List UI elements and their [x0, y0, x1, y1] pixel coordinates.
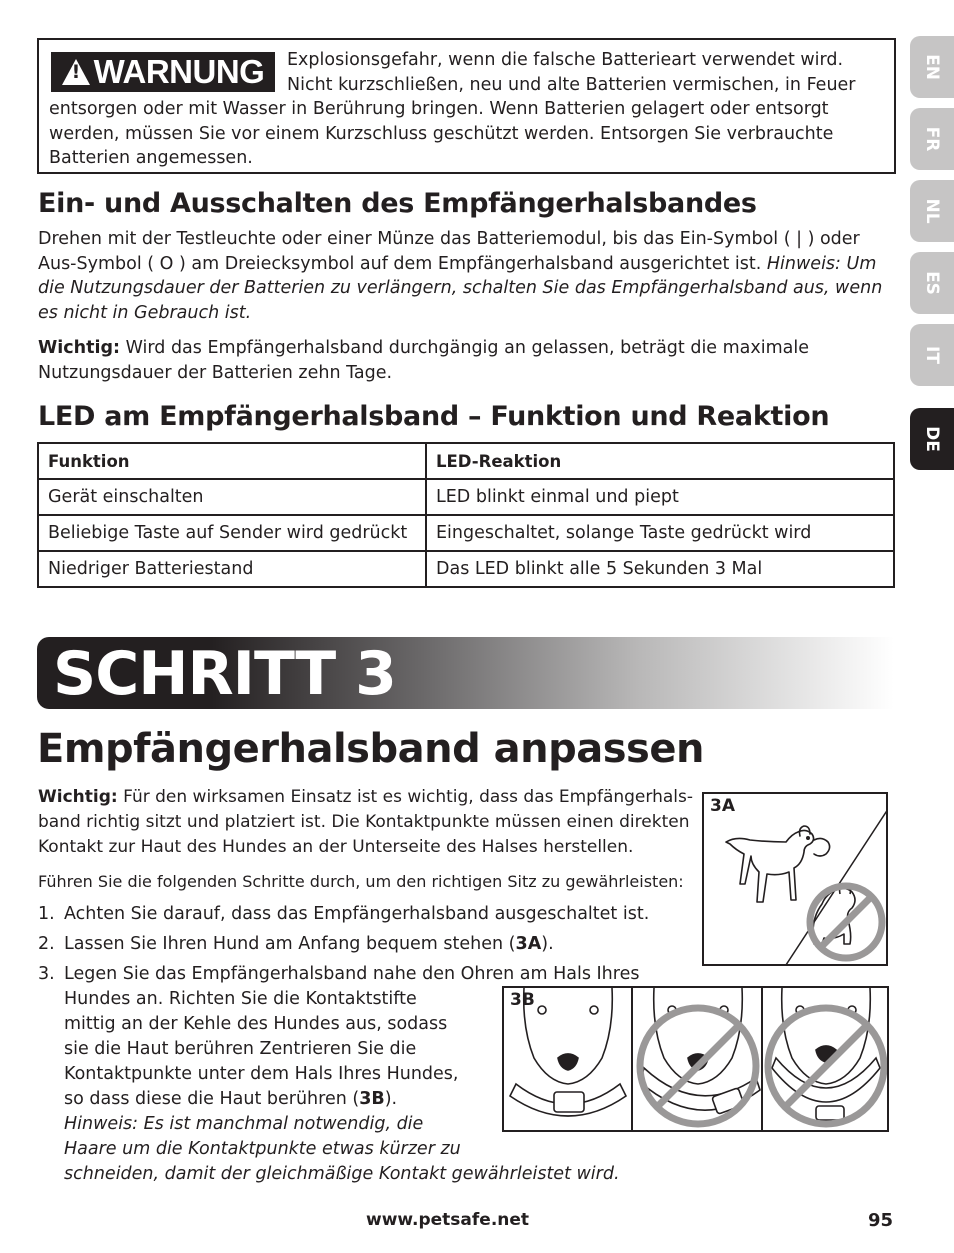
tab-es[interactable]: ES [910, 252, 954, 314]
tab-de[interactable]: DE [910, 408, 954, 470]
warning-box [37, 38, 896, 174]
led-table [37, 442, 895, 588]
step-title: Empfängerhalsband anpassen [37, 726, 704, 772]
figure-label: 3B [510, 990, 535, 1010]
figure-label: 3A [710, 796, 735, 816]
footer-url[interactable]: www.petsafe.net [366, 1210, 530, 1230]
table-header: LED-Reaktion [426, 443, 894, 479]
warning-badge: !WARNUNG [51, 52, 275, 92]
tab-it[interactable]: IT [910, 324, 954, 386]
table-cell: Niedriger Batteriestand [38, 551, 426, 587]
figure-ref: 3A [515, 934, 542, 954]
step-banner-label: SCHRITT 3 [53, 639, 396, 709]
standing-dog-icon [726, 826, 814, 902]
table-row [38, 479, 894, 515]
step-intro: Führen Sie die folgenden Schritte durch, um den richtigen Sitz zu gewährleisten: [38, 872, 684, 891]
table-row [38, 515, 894, 551]
prohibited-slash-icon [821, 897, 871, 947]
table-cell: Das LED blinkt alle 5 Sekunden 3 Mal [426, 551, 894, 587]
section-heading-led: LED am Empfängerhalsband – Funktion und Reaktion [38, 401, 830, 432]
onoff-important: Wichtig: Wird das Empfängerhalsband durchgängig an gelassen, beträgt die maximale Nutzungsdauer der Batterien zehn Tage. [38, 338, 810, 383]
tab-fr[interactable]: FR [910, 108, 954, 170]
figure-3a [702, 792, 888, 966]
onoff-note: Hinweis: Um die Nutzungsdauer der Batterien zu verlängern, schalten Sie das Empfängerhalsband aus, wenn es nicht in Gebrauch ist. [38, 253, 883, 323]
onoff-paragraph: Drehen mit der Testleuchte oder einer Münze das Batteriemodul, bis das Ein-Symbol ( | ) oder Aus-Symbol ( O ) am Dreiecksymbol auf dem Empfängerhalsband ausgerichtet ist. Hinweis: Um die Nutzungsdauer der Batterien zu verlängern, schalten Sie das Empfängerhalsband aus, wenn es nicht in Gebrauch ist. [38, 229, 883, 323]
table-cell: Beliebige Taste auf Sender wird gedrückt [38, 515, 426, 551]
figure-3b [502, 986, 889, 1132]
collar-position-illustration [504, 988, 889, 1132]
step-banner [37, 637, 894, 709]
figure-ref: 3B [359, 1089, 385, 1109]
tab-en[interactable]: EN [910, 36, 954, 98]
step-important: Wichtig: Für den wirksamen Einsatz ist es wichtig, dass das Empfängerhals- band richtig sitzt und platziert ist. Die Kontaktpunkte müssen einen direkten Kontakt zur Haut des Hundes an der Unterseite des Halses herstellen. [38, 787, 693, 857]
table-header-row [38, 443, 894, 479]
table-row [38, 551, 894, 587]
tab-nl[interactable]: NL [910, 180, 954, 242]
page-number: 95 [868, 1210, 894, 1231]
hand-icon [814, 838, 830, 856]
table-cell: Gerät einschalten [38, 479, 426, 515]
dog-fitting-illustration [704, 794, 888, 966]
warning-triangle-icon [62, 59, 90, 85]
table-header: Funktion [38, 443, 426, 479]
section-heading-onoff: Ein- und Ausschalten des Empfängerhalsbandes [38, 188, 757, 219]
table-cell: LED blinkt einmal und piept [426, 479, 894, 515]
warning-text: Explosionsgefahr, wenn die falsche Batterieart verwendet wird. Nicht kurzschließen, neu und alte Batterien vermischen, in Feuer entsorgen oder mit Wasser in Berührung bringen. Wenn Batterien gelagert oder entsorgt werden, müssen Sie vor einem Kurzschluss geschützt werden. Entsorgen Sie verbrauchte Batterien angemessen. [49, 50, 856, 168]
table-cell: Eingeschaltet, solange Taste gedrückt wird [426, 515, 894, 551]
